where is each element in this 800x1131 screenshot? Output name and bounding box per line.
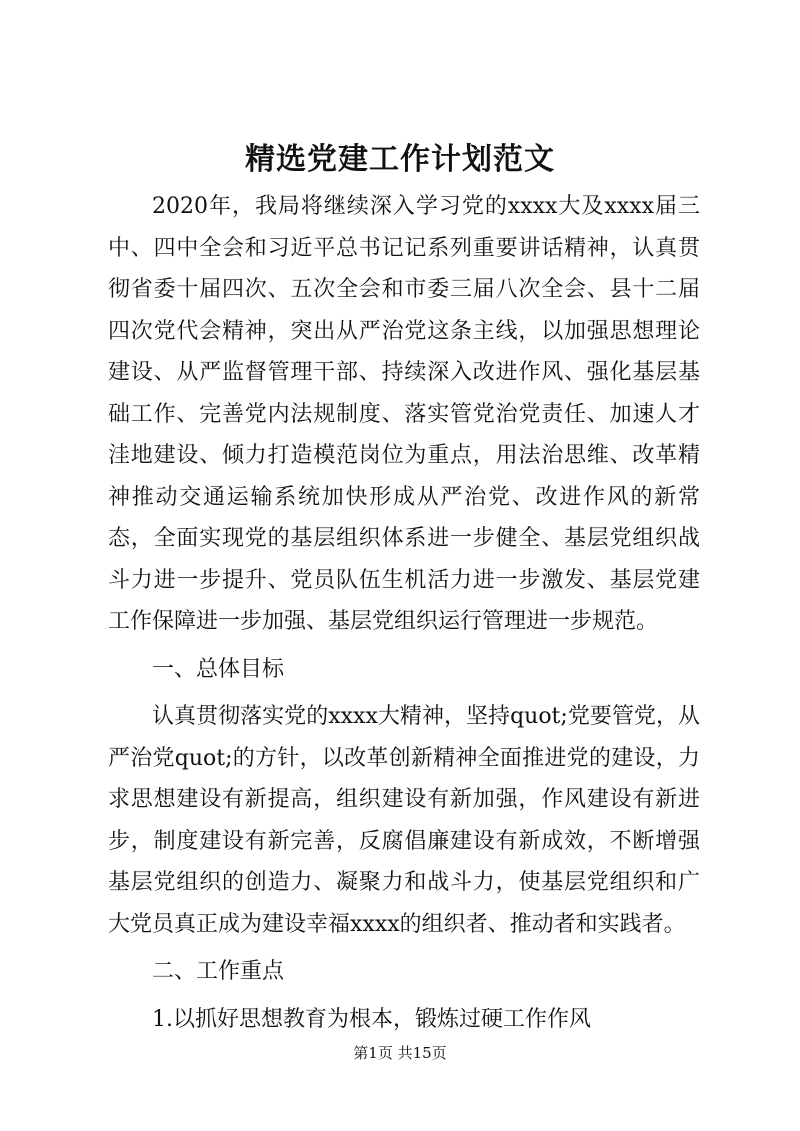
focus-item-1: 1.以抓好思想教育为根本，锻炼过硬工作作风	[152, 1006, 591, 1032]
intro-paragraph: 2020年，我局将继续深入学习党的xxxx大及xxxx届三中、四中全会和习近平总书记记系列重要讲话精神，认真贯彻省委十届四次、五次全会和市委三届八次全会、县十二届四次党代会精神，突出从严治党这条主线，以加强思想理论建设、从严监督管理干部、持续深入改进作风、强化基层基础工作、完善党内法规制度、落实管党治党责任、加速人才洼地建设、倾力打造模范岗位为重点，用法治思维、改革精神推动交通运输系统加快形成从严治党、改进作风的新常态，全面实现党的基层组织体系进一步健全、基层党组织战斗力进一步提升、党员队伍生机活力进一步激发、基层党建工作保障进一步加强、基层党组织运行管理进一步规范。	[108, 194, 700, 634]
section-heading-work-focus: 二、工作重点	[152, 959, 285, 984]
goals-paragraph: 认真贯彻落实党的xxxx大精神，坚持quot;党要管党，从严治党quot;的方针，以改革创新精神全面推进党的建设，力求思想建设有新提高，组织建设有新加强，作风建设有新进步，制度建设有新完善，反腐倡廉建设有新成效，不断增强基层党组织的创造力、凝聚力和战斗力，使基层党组织和广大党员真正成为建设幸福xxxx的组织者、推动者和实践者。	[108, 704, 700, 937]
section-heading-overall-goals: 一、总体目标	[152, 656, 285, 682]
document-title: 精选党建工作计划范文	[245, 142, 555, 177]
page-footer: 第1页 共15页	[353, 1044, 447, 1062]
document-body	[108, 186, 700, 1040]
